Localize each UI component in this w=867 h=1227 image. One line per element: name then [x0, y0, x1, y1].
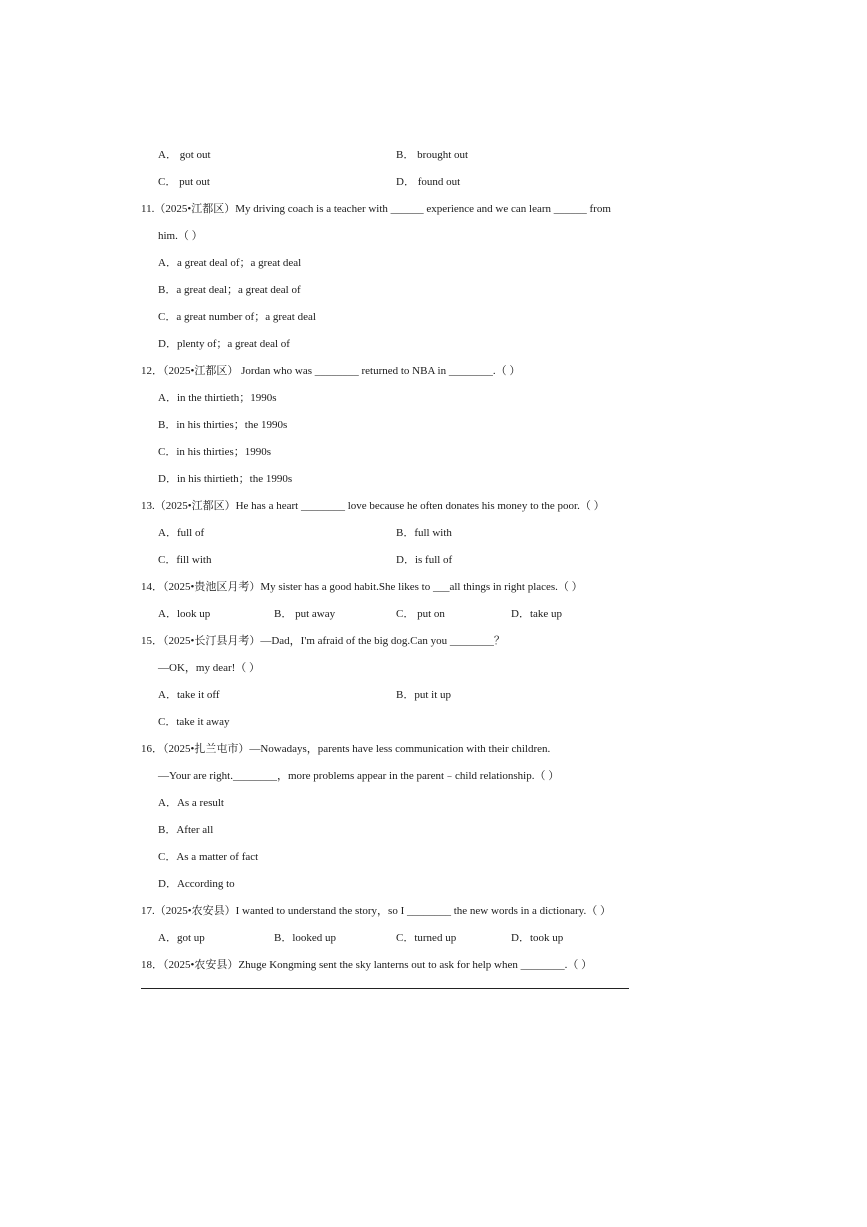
question-13: 13.（2025•江都区）He has a heart ________ love because he often donates his money to the poor.（ ）	[141, 500, 605, 512]
q15-option-b: B．put it up	[396, 689, 452, 701]
question-16: 16．（2025•扎兰屯市）—Nowadays，parents have less communication with their children.	[141, 743, 551, 755]
q15-option-a: A．take it off	[158, 689, 220, 701]
q13-option-b: B．full with	[396, 527, 452, 539]
q12-option-a: A．in the thirtieth；1990s	[158, 392, 277, 404]
q11-option-c: C．a great number of；a great deal	[158, 311, 316, 323]
question-17: 17.（2025•农安县）I wanted to understand the story，so I ________ the new words in a dictionary.（ ）	[141, 905, 611, 917]
q11-option-d: D．plenty of；a great deal of	[158, 338, 290, 350]
q16-option-c: C．As a matter of fact	[158, 851, 259, 863]
question-14: 14．（2025•贵池区月考）My sister has a good habit.She likes to ___all things in right places.（ ）	[141, 581, 583, 593]
q15-option-c: C．take it away	[158, 716, 230, 728]
question-15: 15．（2025•长汀县月考）—Dad，I'm afraid of the big dog.Can you ________？	[141, 635, 505, 647]
question-15-cont: —OK，my dear!（ ）	[158, 662, 261, 674]
q16-option-d: D．According to	[158, 878, 235, 890]
q17-option-c: C．turned up	[396, 932, 457, 944]
option-c-put-out: C． put out	[158, 176, 210, 188]
footer-rule	[141, 988, 629, 989]
option-b-brought-out: B． brought out	[396, 149, 469, 161]
q11-option-a: A．a great deal of；a great deal	[158, 257, 302, 269]
q17-option-a: A．got up	[158, 932, 205, 944]
q14-option-c: C． put on	[396, 608, 445, 620]
option-a-got-out: A． got out	[158, 149, 211, 161]
q16-option-b: B．After all	[158, 824, 214, 836]
q13-option-c: C．fill with	[158, 554, 212, 566]
question-11-cont: him.（ ）	[158, 230, 203, 242]
q14-option-d: D．take up	[511, 608, 563, 620]
option-d-found-out: D． found out	[396, 176, 461, 188]
q17-option-b: B．looked up	[274, 932, 337, 944]
question-18: 18．（2025•农安县）Zhuge Kongming sent the sky lanterns out to ask for help when ________.（ ）	[141, 959, 593, 971]
q16-option-a: A．As a result	[158, 797, 224, 809]
q14-option-a: A．look up	[158, 608, 211, 620]
question-12: 12．（2025•江都区） Jordan who was ________ returned to NBA in ________.（ ）	[141, 365, 521, 377]
question-16-cont: —Your are right.________，more problems appear in the parent﹣child relationship.（ ）	[158, 770, 560, 782]
q14-option-b: B． put away	[274, 608, 336, 620]
q12-option-d: D．in his thirtieth；the 1990s	[158, 473, 293, 485]
q12-option-b: B．in his thirties；the 1990s	[158, 419, 288, 431]
q13-option-d: D．is full of	[396, 554, 453, 566]
q12-option-c: C．in his thirties；1990s	[158, 446, 272, 458]
q17-option-d: D．took up	[511, 932, 564, 944]
question-11: 11.（2025•江都区）My driving coach is a teacher with ______ experience and we can learn ______ from	[141, 203, 611, 215]
q11-option-b: B．a great deal；a great deal of	[158, 284, 301, 296]
q13-option-a: A．full of	[158, 527, 205, 539]
